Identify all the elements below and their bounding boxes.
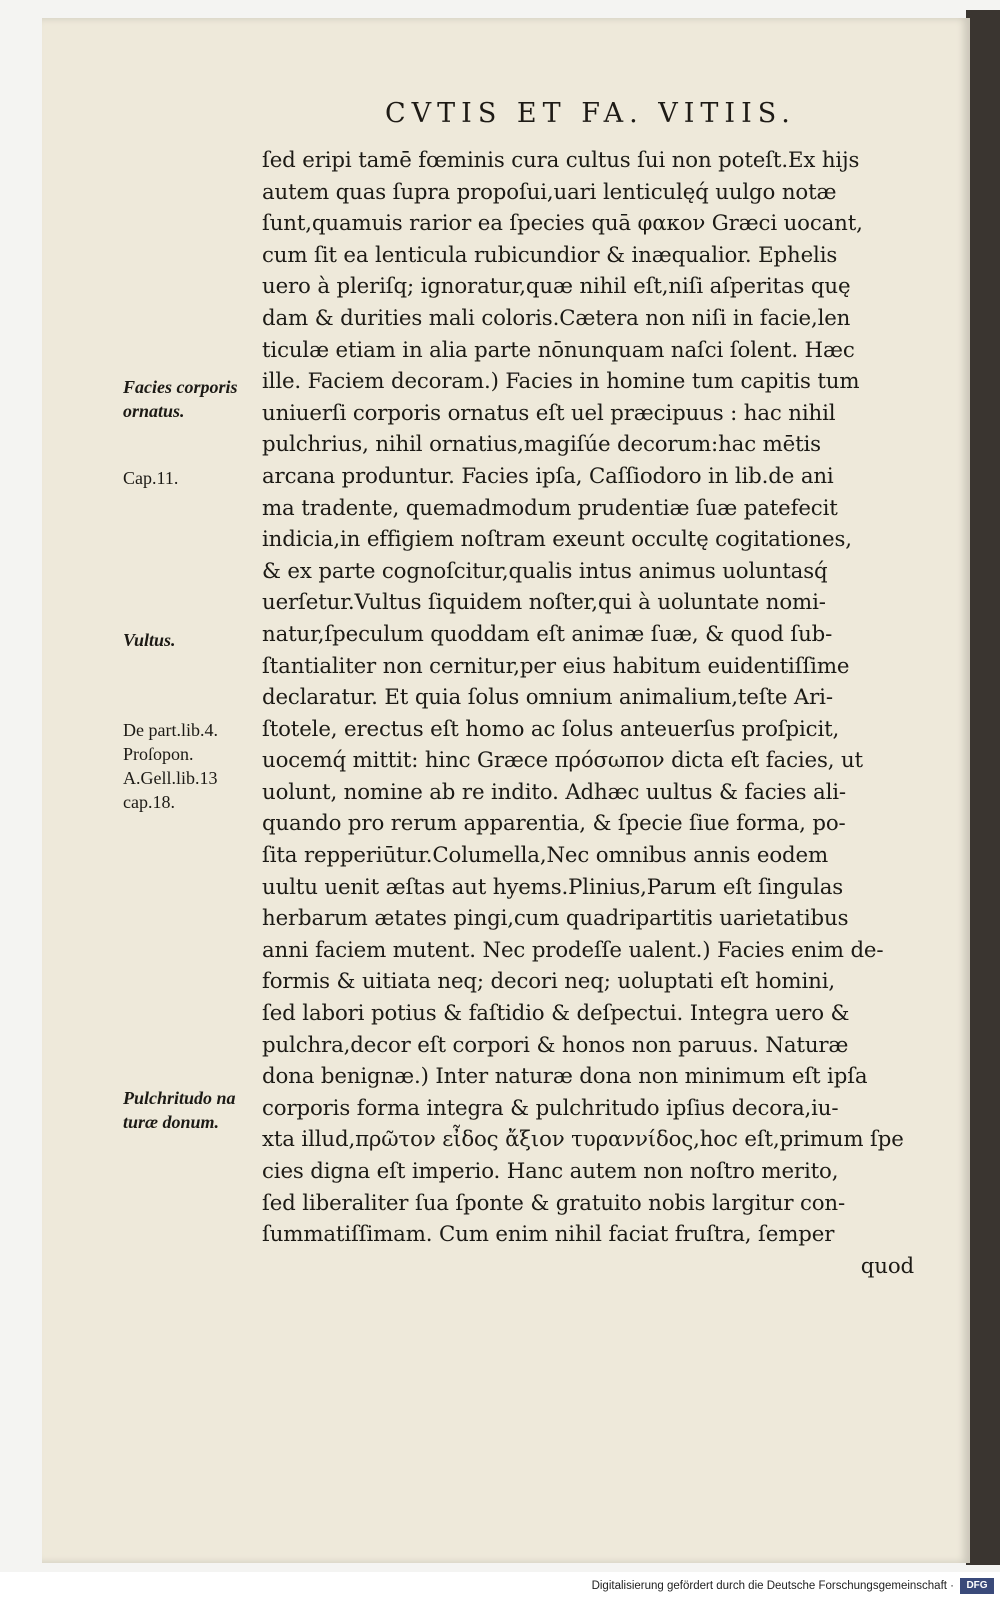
text-line: ſtotele, erectus eſt homo ac ſolus anteuerſus proſpicit, [262,716,840,742]
text-line: declaratur. Et quia ſolus omnium animalium,teſte Ari- [262,685,833,711]
body-text [262,145,922,1282]
margin-note-references [123,718,263,814]
text-line: anni faciem mutent. Nec prodeſſe ualent.) Facies enim de- [262,937,884,963]
text-line: ſed labori potius & faſtidio & deſpectui. Integra uero & [262,1001,850,1027]
text-line: xta illud,πρῶτον εἶδος ἄξιον τυραννίδος,hoc eſt,primum ſpe [262,1127,904,1153]
text-line: uniuerſi corporis ornatus eſt uel præcipuus : hac nihil [262,400,836,426]
text-line: ſtantialiter non cernitur,per eius habitum euidentiſſime [262,653,850,679]
left-margin [0,0,42,1604]
text-line: cum ſit ea lenticula rubicundior & inæqualior. Ephelis [262,242,838,268]
text-line: corporis forma integra & pulchritudo ipſius decora,iu- [262,1095,839,1121]
text-line: ſed liberaliter ſua ſponte & gratuito nobis largitur con- [262,1190,846,1216]
margin-note-pulchritudo [123,1086,263,1134]
catchword: quod [860,1253,914,1279]
margin-note-line: A.Gell.lib.13 [123,768,218,788]
margin-note-line: Vultus. [123,630,176,650]
text-line: herbarum ætates pingi,cum quadripartitis uarietatibus [262,906,849,932]
text-line: dam & durities mali coloris.Cætera non niſi in facie,len [262,305,851,331]
margin-note-line: ornatus. [123,401,185,421]
text-line: indicia,in effigiem noſtram exeunt occultę cogitationes, [262,527,852,553]
text-line: pulchrius, nihil ornatius,magiſúe decorum:hac mētis [262,432,821,458]
margin-note-line: cap.18. [123,792,175,812]
text-line: quando pro rerum apparentia, & ſpecie ſiue forma, po- [262,811,846,837]
book-edge [966,10,1000,1565]
text-line: uerſetur.Vultus ſiquidem noſter,qui à uoluntate nomi- [262,590,826,616]
text-line: & ex parte cognoſcitur,qualis intus animus uoluntasq́ [262,558,828,584]
text-line: dona benignæ.) Inter naturæ dona non minimum eſt ipſa [262,1064,868,1090]
text-line: ticulæ etiam in alia parte nōnunquam naſci ſolent. Hæc [262,337,855,363]
margin-note-line: Cap.11. [123,468,179,488]
text-line: formis & uitiata neq; decori neq; uoluptati eſt homini, [262,969,835,995]
text-line: ſed eripi tamē fœminis cura cultus ſui non poteſt.Ex hijs [262,148,860,173]
text-line: uero à pleriſq; ignoratur,quæ nihil eſt,niſi aſperitas quę [262,274,851,300]
text-line: pulchra,decor eſt corpori & honos non paruus. Naturæ [262,1032,849,1058]
text-line: cies digna eſt imperio. Hanc autem non noſtro merito, [262,1159,839,1184]
margin-note-facies [123,375,263,423]
text-line: natur,ſpeculum quoddam eſt animæ ſuæ, & quod ſub- [262,621,833,647]
margin-note-line: turæ donum. [123,1112,220,1132]
text-line: autem quas ſupra propoſui,uari lenticulęq́ uulgo notæ [262,179,837,205]
text-line: ma tradente, quemadmodum prudentiæ ſuæ patefecit [262,495,838,521]
text-line: ſunt,quamuis rarior ea ſpecies quā φακον Græci uocant, [262,211,863,237]
text-line: uolunt, nomine ab re indito. Adhæc uultus & facies ali- [262,779,846,805]
text-line: uocemq́ mittit: hinc Græce πρόσωπον dicta eſt facies, ut [262,748,863,774]
text-line: ſita repperiūtur.Columella,Nec omnibus annis eodem [262,843,829,869]
running-head: CVTIS ET FA. VITIIS. [385,98,796,129]
margin-note-line: Facies corporis [123,377,238,397]
margin-note-line: De part.lib.4. [123,720,218,740]
margin-note-line: Pulchritudo na [123,1088,236,1108]
footer-credit: Digitalisierung gefördert durch die Deutsche Forschungsgemeinschaft · [591,1580,954,1592]
dfg-logo: DFG [960,1578,994,1594]
margin-note-line: Proſopon. [123,744,194,764]
text-line: ille. Faciem decoram.) Facies in homine tum capitis tum [262,369,860,395]
text-line: uultu uenit æſtas aut hyems.Plinius,Parum eſt ſingulas [262,874,844,900]
text-line: arcana produntur. Facies ipſa, Caſſiodoro in lib.de ani [262,463,834,489]
text-line: ſummatiſſimam. Cum enim nihil faciat fruſtra, ſemper [262,1222,835,1248]
margin-note-vultus [123,628,263,652]
margin-note-cap [123,466,263,490]
